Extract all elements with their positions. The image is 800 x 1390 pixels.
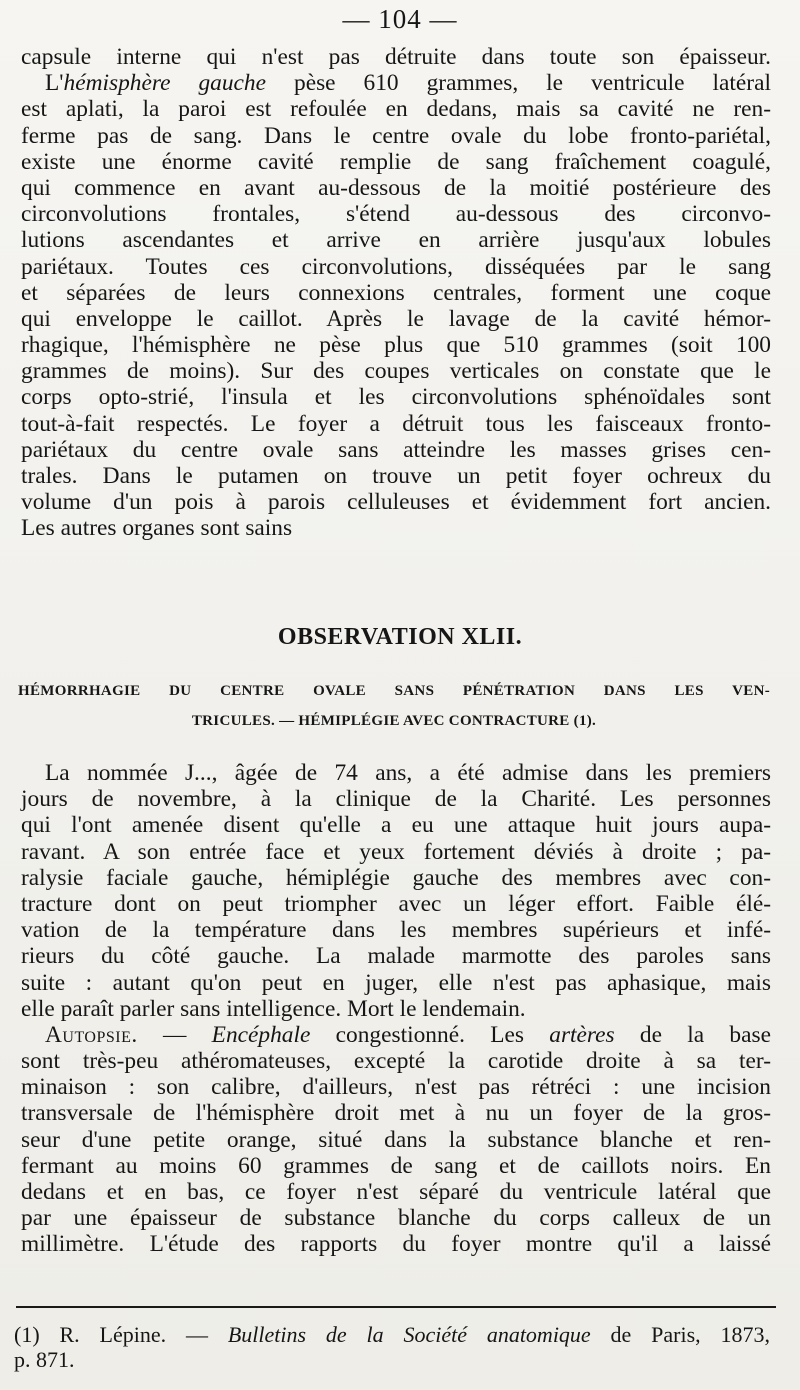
subtitle-line: HÉMORRHAGIE DU CENTRE OVALE SANS PÉNÉTRATION DANS LES VEN-	[18, 683, 770, 699]
text-line: qui enveloppe le caillot. Après le lavage de la cavité hémor-	[21, 305, 771, 332]
text-line: sont très-peu athéromateuses, excepté la carotide droite à sa ter-	[21, 1048, 771, 1075]
text-fragment: pèse 610 grammes, le ventricule latéral	[294, 70, 771, 97]
text-line: ferme pas de sang. Dans le centre ovale du lobe fronto-pariétal,	[21, 122, 771, 149]
case-description	[21, 760, 771, 1258]
text-line: qui l'ont amenée disent qu'elle a eu une attaque huit jours aupa-	[21, 812, 771, 839]
observation-title: OBSERVATION XLII.	[277, 624, 523, 650]
text-line: est aplati, la paroi est refoulée en dedans, mais sa cavité ne ren-	[21, 96, 771, 123]
text-line: seur d'une petite orange, situé dans la substance blanche et ren-	[21, 1126, 771, 1153]
text-line: et séparées de leurs connexions centrales, forment une coque	[21, 279, 771, 306]
text-line: tracture dont on peut triompher avec un léger effort. Faible élé-	[21, 890, 771, 917]
text-fragment: congestionné. Les	[310, 1021, 550, 1048]
text-line: lutions ascendantes et arrive en arrière jusqu'aux lobules	[21, 227, 771, 254]
text-line: grammes de moins). Sur des coupes verticales on constate que le	[21, 358, 771, 385]
text-line: rhagique, l'hémisphère ne pèse plus que 510 grammes (soit 100	[21, 332, 771, 359]
text-line: ravant. A son entrée face et yeux fortement déviés à droite ; pa-	[21, 838, 771, 865]
italic-term: artères	[549, 1021, 615, 1048]
text-line	[21, 1022, 771, 1048]
text-line: pariétaux du centre ovale sans atteindre les masses grises cen-	[21, 436, 771, 463]
italic-term: Encéphale	[211, 1021, 311, 1048]
text-line: Les autres organes sont sains	[21, 515, 293, 542]
text-line: jours de novembre, à la clinique de la Charité. Les personnes	[21, 786, 771, 813]
text-line: circonvolutions frontales, s'étend au-dessous des circonvo-	[21, 201, 771, 228]
footnote	[14, 1322, 770, 1372]
text-line: tout-à-fait respectés. Le foyer a détruit tous les faisceaux fronto-	[21, 410, 771, 437]
text-line: dedans et en bas, ce foyer n'est séparé du ventricule latéral que	[21, 1179, 771, 1205]
text-fragment: de Paris, 1873,	[590, 1322, 771, 1347]
text-line: La nommée J..., âgée de 74 ans, a été admise dans les premiers	[45, 760, 771, 786]
text-line: trales. Dans le putamen on trouve un petit foyer ochreux du	[21, 463, 771, 489]
text-line: millimètre. L'étude des rapports du foyer montre qu'il a laissé	[21, 1231, 771, 1258]
text-line: ralysie faciale gauche, hémiplégie gauche des membres avec con-	[21, 864, 771, 891]
italic-term: hémisphère gauche	[63, 70, 267, 97]
subtitle-line: TRICULES. — HÉMIPLÉGIE AVEC CONTRACTURE (1).	[191, 713, 597, 729]
observation-subtitle	[18, 676, 770, 736]
text-line	[21, 70, 771, 96]
paragraph-continuation	[21, 44, 771, 542]
footnote-line: p. 871.	[14, 1347, 75, 1372]
text-fragment: L'	[45, 70, 64, 97]
text-line: fermant au moins 60 grammes de sang et de caillots noirs. En	[21, 1152, 771, 1179]
text-line: vation de la température dans les membres supérieurs et infé-	[21, 917, 771, 944]
text-line: transversale de l'hémisphère droit met à nu un foyer de la gros-	[21, 1100, 771, 1127]
footnote-divider	[16, 1306, 776, 1308]
journal-title: Bulletins de la Société anatomique	[227, 1322, 591, 1347]
text-line: par une épaisseur de substance blanche du corps calleux de un	[21, 1205, 771, 1232]
text-line: qui commence en avant au-dessous de la moitié postérieure des	[21, 174, 771, 201]
text-fragment: —	[137, 1021, 212, 1048]
text-line: minaison : son calibre, d'ailleurs, n'est pas rétréci : une incision	[21, 1074, 771, 1101]
text-line: rieurs du côté gauche. La malade marmotte des paroles sans	[21, 943, 771, 970]
text-line: elle paraît parler sans intelligence. Mort le lendemain.	[21, 995, 526, 1022]
text-line: pariétaux. Toutes ces circonvolutions, disséquées par le sang	[21, 253, 771, 280]
text-line: suite : autant qu'on peut en juger, elle n'est pas aphasique, mais	[21, 969, 771, 996]
autopsie-label: Autopsie.	[45, 1021, 138, 1048]
text-line: existe une énorme cavité remplie de sang fraîchement coagulé,	[21, 148, 771, 175]
page-number: — 104 —	[342, 4, 458, 34]
text-fragment: de la base	[614, 1021, 771, 1048]
text-line: capsule interne qui n'est pas détruite dans toute son épaisseur.	[21, 44, 771, 70]
text-line: volume d'un pois à parois celluleuses et évidemment fort ancien.	[21, 489, 771, 516]
footnote-line	[14, 1322, 770, 1347]
footnote-marker: (1) R. Lépine. —	[14, 1322, 228, 1347]
text-line: corps opto-strié, l'insula et les circonvolutions sphénoïdales sont	[21, 384, 771, 411]
